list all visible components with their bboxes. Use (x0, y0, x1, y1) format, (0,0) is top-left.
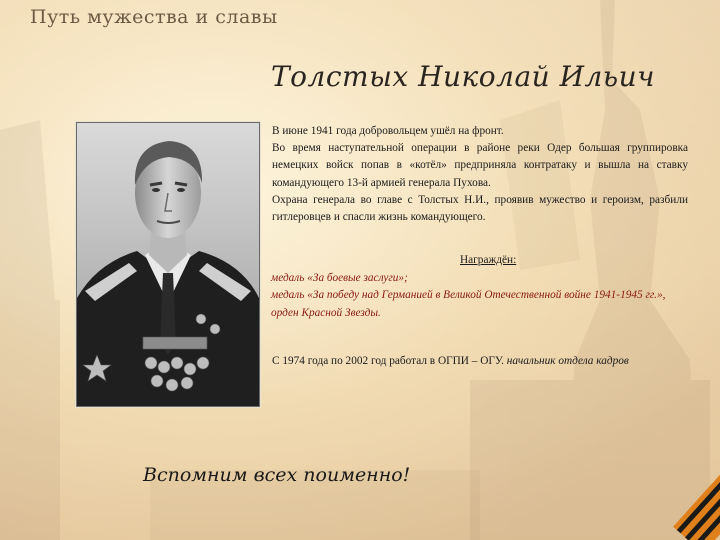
bio-paragraph: Охрана генерала во главе с Толстых Н.И., проявив мужество и героизм, разбили гитлеровцев и спасли жизнь командующего. (272, 193, 688, 224)
award-item: медаль «За победу над Германией в Великой Отечественной войне 1941-1945 гг.», (271, 289, 666, 302)
award-item: орден Красной Звезды. (271, 306, 381, 319)
portrait-illustration (77, 123, 259, 406)
awards-heading: Награждён: (460, 254, 517, 266)
closing-phrase: Вспомним всех поименно! (143, 464, 411, 486)
biography (272, 123, 688, 226)
career-text: С 1974 года по 2002 год работал в ОГПИ – ОГУ. (272, 355, 504, 367)
awards-list (271, 270, 689, 322)
bio-paragraph: В июне 1941 года добровольцем ушёл на фронт. (272, 125, 504, 137)
career-position: начальник отдела кадров (506, 355, 629, 367)
career-info (272, 352, 688, 370)
bio-paragraph: Во время наступательной операции в районе реки Одер большая группировка немецких войск попав в «котёл» предприняла контратаку и вышла на ставку командующего 13-й армией генерала Пухова. (272, 142, 688, 189)
person-name: Толстых Николай Ильич (271, 60, 656, 93)
award-item: медаль «За боевые заслуги»; (271, 272, 408, 284)
portrait-photo (76, 122, 260, 407)
series-title: Путь мужества и славы (30, 6, 278, 28)
